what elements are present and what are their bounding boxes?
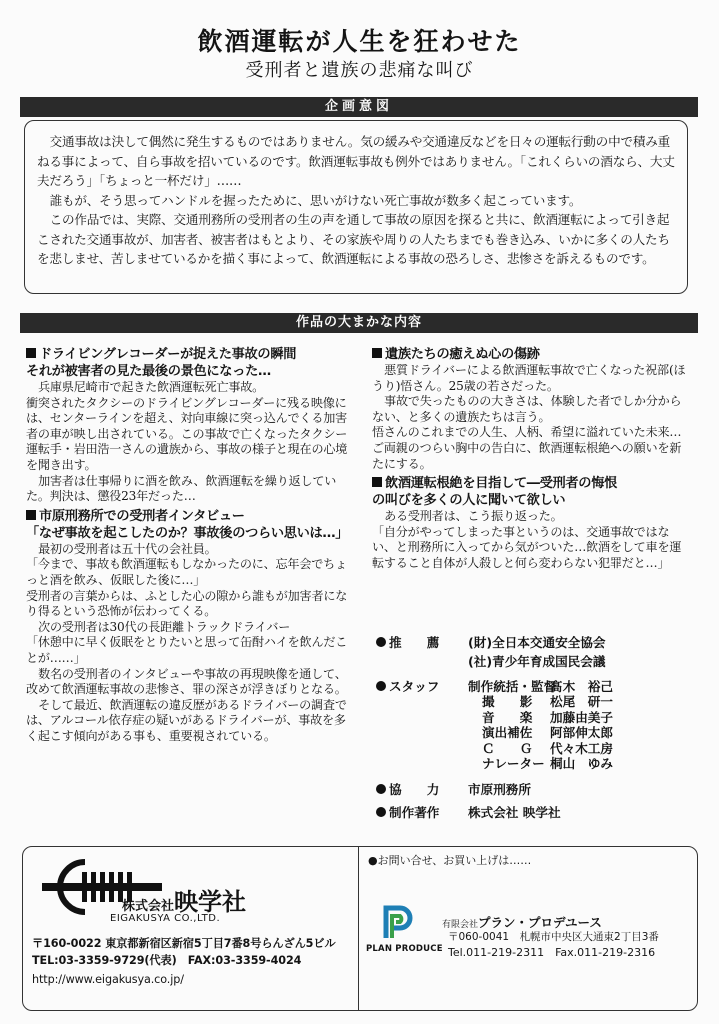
credit-cooperation: 協 力 市原刑務所 [376, 780, 706, 799]
staff-role: Ｃ Ｇ [482, 740, 533, 756]
company-name: 株式会社映学社 [122, 887, 247, 916]
body-text: 事故で失ったものの大きさは、体験した者でしか分からない、と多くの遺族たちは言う。 [372, 394, 682, 424]
contact-divider [358, 846, 359, 1011]
intro-paragraph: 交通事故は決して偶然に発生するものではありません。気の緩みや交通違反などを日々の運転行動の中で積み重ねる事によって、自ら事故を招いているのです。飲酒運転事故も例外ではありません。「これくらいの酒なら、大丈夫だろう」「ちょっと一杯だけ」…… [37, 134, 675, 188]
company-url[interactable]: http://www.eigakusya.co.jp/ [32, 973, 184, 986]
body-text: ある受刑者は、こう振り返った。 [384, 509, 563, 524]
heading-drive-recorder: ドライビングレコーダーが捉えた事故の瞬間 [26, 346, 354, 363]
staff-role: 撮 影 [482, 694, 533, 710]
staff-role: ナレーター [482, 756, 545, 772]
dealer-contact: Tel.011-219-2311 Fax.011-219-2316 [448, 946, 656, 959]
staff-list [468, 679, 650, 771]
intro-paragraph: 誰もが、そう思ってハンドルを握ったために、思いがけない死亡事故が数多く起こっています。 [49, 192, 582, 208]
recommender: (社)青少年育成国民会議 [468, 654, 606, 669]
staff-role: 制作統括・監督 [468, 679, 557, 694]
heading-interview: 市原刑務所での受刑者インタビュー [26, 508, 354, 525]
square-bullet-icon [26, 510, 36, 520]
staff-role: 演出補佐 [482, 725, 533, 741]
company-phone: TEL:03-3359-9729(代表) FAX:03-3359-4024 [32, 954, 302, 967]
square-bullet-icon [372, 348, 382, 358]
page-subtitle: 受刑者と遺族の悲痛な叫び [245, 60, 474, 81]
body-text: 悟さんのこれまでの人生、人柄、希望に溢れていた未来…ご両親のつらい胸中の告白に、飲酒運転根絶への願いを新たにする。 [372, 425, 682, 471]
company-address: 〒160-0022 東京都新宿区新宿5丁目7番8号らんざん5ビル [32, 937, 336, 950]
body-text: 「今まで、事故も飲酒運転もしなかったのに、忘年会でちょっと酒を飲み、仮眠した後に…」 [26, 557, 347, 587]
credit-recommend: 推 薦 (財)全日本交通安全協会 (社)青少年育成国民会議 [376, 633, 706, 671]
body-text: 「休憩中に早く仮眠をとりたいと思って缶酎ハイを飲んだことが……」 [26, 635, 348, 665]
staff-name: 松尾 研一 [550, 694, 613, 710]
body-text: 悪質ドライバーによる飲酒運転事故で亡くなった祝部(ほうり)悟さん。25歳の若さだった。 [372, 363, 686, 393]
staff-name: 阿部伸太郎 [550, 725, 613, 741]
body-text: 最初の受刑者は五十代の会社員。 [38, 541, 217, 556]
body-text: 加害者は仕事帰りに酒を飲み、飲酒運転を繰り返していた。判決は、懲役23年だった… [26, 473, 337, 504]
page-title: 飲酒運転が人生を狂わせた [197, 27, 522, 56]
plan-produce-logo-text: PLAN PRODUCE [366, 944, 443, 954]
plan-produce-logo-icon [378, 900, 418, 940]
staff-name: 加藤由美子 [550, 709, 613, 725]
heading-bereaved: 遺族たちの癒えぬ心の傷跡 [372, 346, 692, 363]
intro-paragraph: この作品では、実際、交通刑務所の受刑者の生の声を通して事故の原因を探ると共に、飲酒運転によって引き起こされた交通事故が、加害者、被害者はもとより、その家族や周りの人たちまでも巻き込み、いかに多くの人たちを悲しませ、苦しませているかを描く事によって、飲酒運転による事故の恐ろしさ、悲惨さを訴えるものです。 [37, 212, 670, 266]
company-roman-name: EIGAKUSYA CO.,LTD. [110, 913, 221, 924]
left-column [26, 346, 354, 744]
body-text: 衝突されたタクシーのドライビングレコーダーに残る映像には、センターラインを超え、対向車線に突っ込んでくる加害者の車が映し出されている。この事故で亡くなったタクシー運転手・岩田浩一さんの遺族から、事故の様子と現在の心境を聞き出す。 [26, 395, 348, 472]
section-band-plan: 企画意図 [20, 97, 698, 117]
staff-name: 髙木 裕己 [550, 679, 613, 694]
square-bullet-icon [372, 477, 382, 487]
body-text: 兵庫県尼崎市で起きた飲酒運転死亡事故。 [38, 380, 265, 394]
credit-production: 制作著作 株式会社 映学社 [376, 803, 706, 822]
bullet-dot-icon [376, 637, 386, 647]
dealer-name: 有限会社プラン・プロデユース [442, 915, 602, 930]
staff-name: 桐山 ゆみ [550, 756, 613, 772]
body-text: 数名の受刑者のインタビューや事故の再現映像を通して、改めて飲酒運転事故の悲惨さ、罪の深さが浮きぼりとなる。 [26, 666, 347, 697]
body-text: 「自分がやってしまった事というのは、交通事故ではない、と刑務所に入ってから気がついた…飲酒をして車を運転すること自体が人殺しと何ら変わらない犯罪だと…」 [372, 524, 682, 570]
dealer-address: 〒060-0041 札幌市中央区大通東2丁目3番 [448, 931, 659, 943]
cooperator: 市原刑務所 [468, 782, 531, 798]
heading-eradicate-sub: の叫びを多くの人に聞いて欲しい [372, 493, 566, 509]
right-column [372, 346, 692, 572]
heading-drive-recorder-sub: それが被害者の見た最後の景色になった… [26, 364, 271, 379]
bullet-dot-icon [376, 807, 386, 817]
bullet-dot-icon [376, 681, 386, 691]
body-text: 受刑者の言葉からは、ふとした心の隙から誰もが加害者になり得るという恐怖が伝わってくる。 [26, 588, 348, 619]
body-text: そして最近、飲酒運転の違反歴があるドライバーの調査では、アルコール依存症の疑いがあるドライバーが、事故を多く起こす傾向がある事も、重要視されている。 [26, 697, 347, 743]
heading-interview-sub: 「なぜ事故を起こしたのか？事故後のつらい思いは…」 [26, 525, 349, 541]
producer: 株式会社 映学社 [468, 805, 561, 821]
bullet-dot-icon [376, 784, 386, 794]
square-bullet-icon [26, 348, 36, 358]
recommender: (財)全日本交通安全協会 [468, 635, 606, 650]
inquiry-note: ●お問い合せ、お買い上げは…… [368, 854, 532, 867]
heading-eradicate: 飲酒運転根絶を目指して―受刑者の悔恨 [372, 475, 692, 492]
staff-role: 音 楽 [482, 709, 533, 725]
credit-staff: スタッフ 制作統括・監督 髙木 裕己 撮 影 松尾 研一 音 楽 加藤由美子 演出補佐 阿部伸太郎 Ｃ Ｇ 代々木工房 ナレーター 桐山 ゆみ [376, 679, 706, 771]
credits [376, 633, 706, 822]
staff-name: 代々木工房 [550, 740, 613, 756]
body-text: 次の受刑者は30代の長距離トラックドライバー [38, 619, 291, 634]
section-band-content: 作品の大まかな内容 [20, 313, 698, 333]
intro-box [24, 120, 688, 294]
